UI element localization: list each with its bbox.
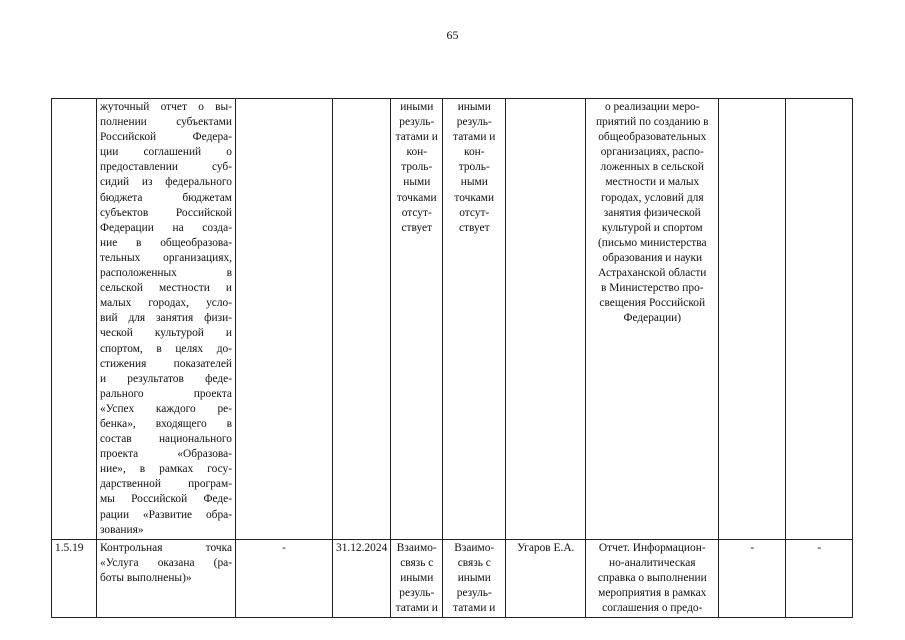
- responsible-cell: [506, 99, 586, 540]
- plan-table: [51, 98, 853, 618]
- cell-line: ными: [403, 176, 431, 189]
- cell-line: рации «Развитие обра-: [100, 508, 232, 521]
- cell-line: культурой и спортом: [601, 221, 703, 234]
- event-name-cell: [97, 99, 236, 540]
- cell-line: Взаимо-: [454, 541, 495, 554]
- cell-line: резуль-: [399, 116, 435, 129]
- cell-line: общеобразовательных: [598, 131, 707, 144]
- page-number: 65: [446, 28, 459, 42]
- cell-line: точками: [396, 191, 437, 204]
- cell-line: организациях, распо-: [600, 146, 704, 159]
- cell-line: спортом, в целях до-: [100, 342, 232, 355]
- cell-line: и результатов феде-: [100, 372, 232, 385]
- linkage-cell: [443, 539, 506, 617]
- cell-line: «Услуга оказана (ра-: [100, 556, 232, 569]
- cell-line: мероприятия в рамках: [598, 587, 707, 599]
- cell-line: иными: [457, 101, 491, 113]
- cell-line: троль-: [401, 161, 433, 174]
- cell-line: свещения Российской: [599, 297, 706, 310]
- cell-line: жуточный отчет о вы-: [100, 101, 232, 113]
- cell-line: в Министерство про-: [600, 282, 704, 295]
- cell-line: резуль-: [456, 587, 492, 599]
- cell-line: бенка», входящего в: [100, 417, 232, 430]
- cell-line: отсут-: [459, 206, 490, 219]
- cell-line: предоставлении суб-: [100, 161, 232, 174]
- cell-line: резуль-: [399, 587, 435, 599]
- cell-line: татами и: [453, 602, 496, 615]
- cell-line: Федерации): [623, 312, 682, 325]
- cell-line: иными: [400, 571, 434, 584]
- cell-line: Астраханской области: [598, 267, 707, 280]
- start-date-cell: [236, 539, 333, 617]
- cell-line: «Успех каждого ре-: [100, 402, 232, 415]
- cell-line: субъектов Российской: [100, 206, 232, 219]
- result-cell: [586, 539, 719, 617]
- linkage-cell: [391, 539, 443, 617]
- cell-line: ными: [460, 176, 488, 189]
- cell-line: иными: [457, 571, 491, 584]
- cell-line: стижения показателей: [100, 357, 232, 370]
- cell-line: Отчет. Информацион-: [598, 541, 706, 554]
- responsible-cell: [506, 539, 586, 617]
- col10-cell: [786, 99, 853, 540]
- cell-line: вий для занятия физи-: [100, 312, 232, 325]
- cell-line: Контрольная точка: [100, 541, 232, 554]
- cell-line: ние в общеобразова-: [100, 236, 232, 249]
- end-date-cell: [333, 99, 391, 540]
- cell-line: рального проекта: [100, 387, 232, 400]
- cell-line: резуль-: [456, 116, 492, 129]
- cell-line: троль-: [458, 161, 490, 174]
- row-number-cell: [52, 99, 97, 540]
- cell-line: зования»: [100, 523, 144, 536]
- cell-line: Федерации на созда-: [100, 221, 232, 234]
- cell-line: татами и: [395, 602, 438, 615]
- cell-line: кон-: [406, 146, 428, 159]
- cell-line: о реализации меро-: [605, 101, 700, 113]
- cell-line: мы Российской Феде-: [100, 493, 232, 506]
- cell-line: связь с: [400, 556, 434, 569]
- result-cell: [586, 99, 719, 540]
- cell-line: Взаимо-: [396, 541, 437, 554]
- cell-line: дарственной програм-: [100, 478, 232, 491]
- cell-line: связь с: [457, 556, 491, 569]
- col9-cell: [719, 99, 786, 540]
- cell-line: справка о выполнении: [597, 571, 707, 584]
- cell-line: боты выполнены)»: [100, 571, 192, 584]
- cell-line: ствует: [458, 221, 490, 234]
- row-number-cell: [52, 539, 97, 617]
- cell-text: 1.5.19: [55, 541, 84, 554]
- event-name-cell: [97, 539, 236, 617]
- cell-line: бюджета бюджетам: [100, 191, 232, 204]
- col10-cell: [786, 539, 853, 617]
- cell-line: татами и: [453, 131, 496, 144]
- cell-line: занятия физической: [603, 206, 701, 219]
- cell-line: татами и: [395, 131, 438, 144]
- cell-line: полнении субъектами: [100, 116, 232, 129]
- cell-line: сельской местности и: [100, 282, 232, 295]
- cell-line: местности и малых: [605, 176, 700, 189]
- cell-line: сидий из федерального: [100, 176, 232, 189]
- col9-cell: [719, 539, 786, 617]
- cell-line: приятий по созданию в: [595, 116, 709, 129]
- cell-text: 31.12.2024: [336, 541, 388, 554]
- cell-line: соглашения о предо-: [602, 602, 703, 615]
- linkage-cell: [443, 99, 506, 540]
- cell-line: точками: [454, 191, 495, 204]
- cell-line: кон-: [463, 146, 485, 159]
- table-row: [52, 99, 853, 540]
- cell-line: отсут-: [401, 206, 432, 219]
- cell-line: тельных организациях,: [100, 251, 232, 264]
- cell-line: но-аналитическая: [609, 556, 696, 569]
- cell-line: малых городах, усло-: [100, 297, 232, 310]
- cell-text: -: [282, 541, 286, 554]
- table-row: [52, 539, 853, 617]
- linkage-cell: [391, 99, 443, 540]
- cell-line: (письмо министерства: [597, 236, 707, 249]
- cell-line: Российской Федера-: [100, 131, 232, 144]
- cell-line: городах, условий для: [600, 191, 704, 204]
- cell-text: -: [750, 541, 755, 554]
- cell-line: иными: [400, 101, 434, 113]
- cell-line: ложенных в сельской: [600, 161, 704, 174]
- end-date-cell: [333, 539, 391, 617]
- cell-text: Угаров Е.А.: [517, 541, 575, 554]
- cell-line: ции соглашений о: [100, 146, 232, 159]
- cell-line: ние», в рамках госу-: [100, 463, 232, 476]
- cell-line: расположенных в: [100, 267, 232, 280]
- cell-line: ствует: [401, 221, 433, 234]
- cell-line: ческой культурой и: [100, 327, 232, 340]
- cell-line: состав национального: [100, 433, 232, 446]
- start-date-cell: [236, 99, 333, 540]
- cell-line: проекта «Образова-: [100, 448, 232, 461]
- cell-line: образования и науки: [602, 251, 703, 264]
- cell-text: -: [817, 541, 822, 554]
